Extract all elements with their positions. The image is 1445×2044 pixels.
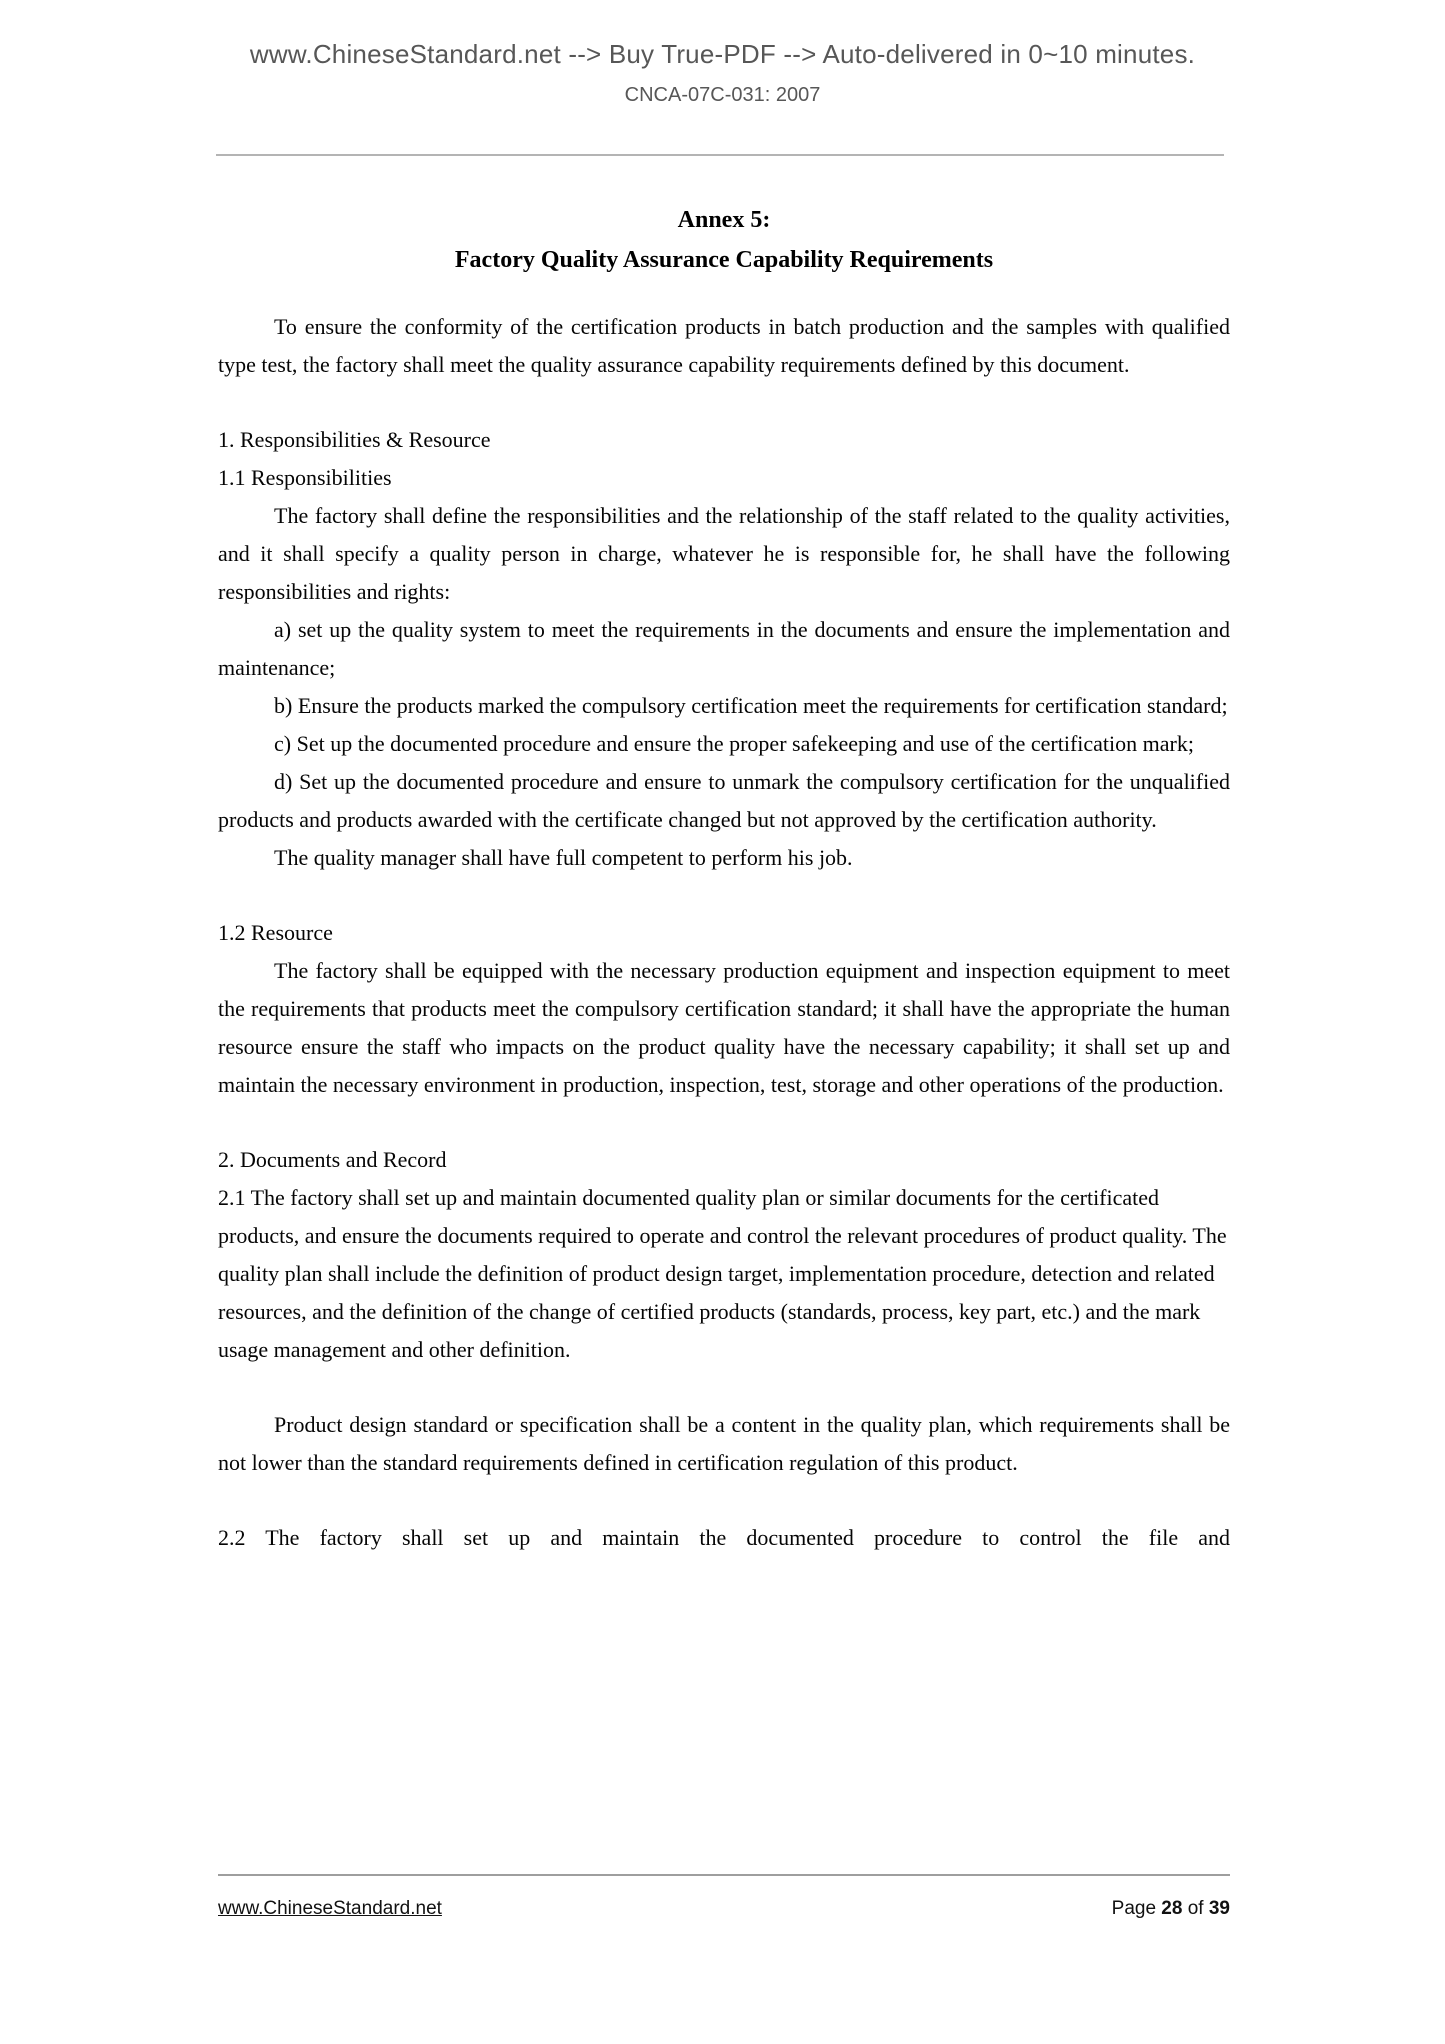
paragraph-spacer [218,1104,1230,1141]
header-banner: www.ChineseStandard.net --> Buy True-PDF --> Auto-delivered in 0~10 minutes. [249,39,1196,69]
paragraph: c) Set up the documented procedure and ensure the proper safekeeping and use of the certification mark; [274,731,1194,756]
title-main-line: Factory Quality Assurance Capability Requirements [454,247,994,273]
document-paragraphs [218,308,1230,1557]
paragraph: The factory shall define the responsibilities and the relationship of the staff related to the quality activities, and it shall specify a quality person in charge, whatever he is responsible for, he shall have the following responsibilities and rights: [218,503,1230,604]
section-heading: 1.2 Resource [218,920,333,945]
paragraph: b) Ensure the products marked the compulsory certification meet the requirements for certification standard; [274,693,1228,718]
section-heading: 2. Documents and Record [218,1147,447,1172]
title-annex-line: Annex 5: [677,207,771,233]
page-header [0,0,1445,156]
section-heading: 1.1 Responsibilities [218,465,392,490]
header-divider [216,154,1224,156]
paragraph-spacer [218,877,1230,914]
paragraph: Product design standard or specification shall be a content in the quality plan, which requirements shall be not lower than the standard requirements defined in certification regulation of this product. [218,1412,1230,1475]
paragraph-spacer [218,384,1230,421]
footer-page-label: Page [1111,1898,1157,1919]
paragraph: To ensure the conformity of the certification products in batch production and the samples with qualified type test, the factory shall meet the quality assurance capability requirements defined by this document. [218,314,1230,377]
page-footer [218,1874,1230,1920]
section-heading: 1. Responsibilities & Resource [218,427,491,452]
paragraph: a) set up the quality system to meet the requirements in the documents and ensure the implementation and maintenance; [218,617,1230,680]
footer-of-label: of [1187,1898,1204,1919]
footer-page-indicator [1112,1898,1230,1920]
footer-page-current: 28 [1161,1898,1183,1919]
document-title [218,200,1230,280]
paragraph: 2.2 The factory shall set up and maintain the documented procedure to control the file and [218,1525,1230,1550]
footer-divider [218,1874,1230,1876]
paragraph: 2.1 The factory shall set up and maintain documented quality plan or similar documents for the certificated products, and ensure the documents required to operate and control the relevant procedures of product quality. The quality plan shall include the definition of product design target, implementation procedure, detection and related resources, and the definition of the change of certified products (standards, process, key part, etc.) and the mark usage management and other definition. [218,1185,1227,1362]
paragraph: The factory shall be equipped with the necessary production equipment and inspection equipment to meet the requirements that products meet the compulsory certification standard; it shall have the appropriate the human resource ensure the staff who impacts on the product quality have the necessary capability; it shall set up and maintain the necessary environment in production, inspection, test, storage and other operations of the production. [218,958,1230,1097]
footer-page-total: 39 [1208,1898,1230,1919]
document-body [218,200,1230,1557]
paragraph: d) Set up the documented procedure and ensure to unmark the compulsory certification for the unqualified products and products awarded with the certificate changed but not approved by the certification authority. [218,769,1230,832]
paragraph-spacer [218,1482,1230,1519]
paragraph: The quality manager shall have full competent to perform his job. [274,845,853,870]
header-doc-code: CNCA-07C-031: 2007 [624,84,821,106]
footer-site-link[interactable]: www.ChineseStandard.net [218,1898,442,1919]
paragraph-spacer [218,1369,1230,1406]
